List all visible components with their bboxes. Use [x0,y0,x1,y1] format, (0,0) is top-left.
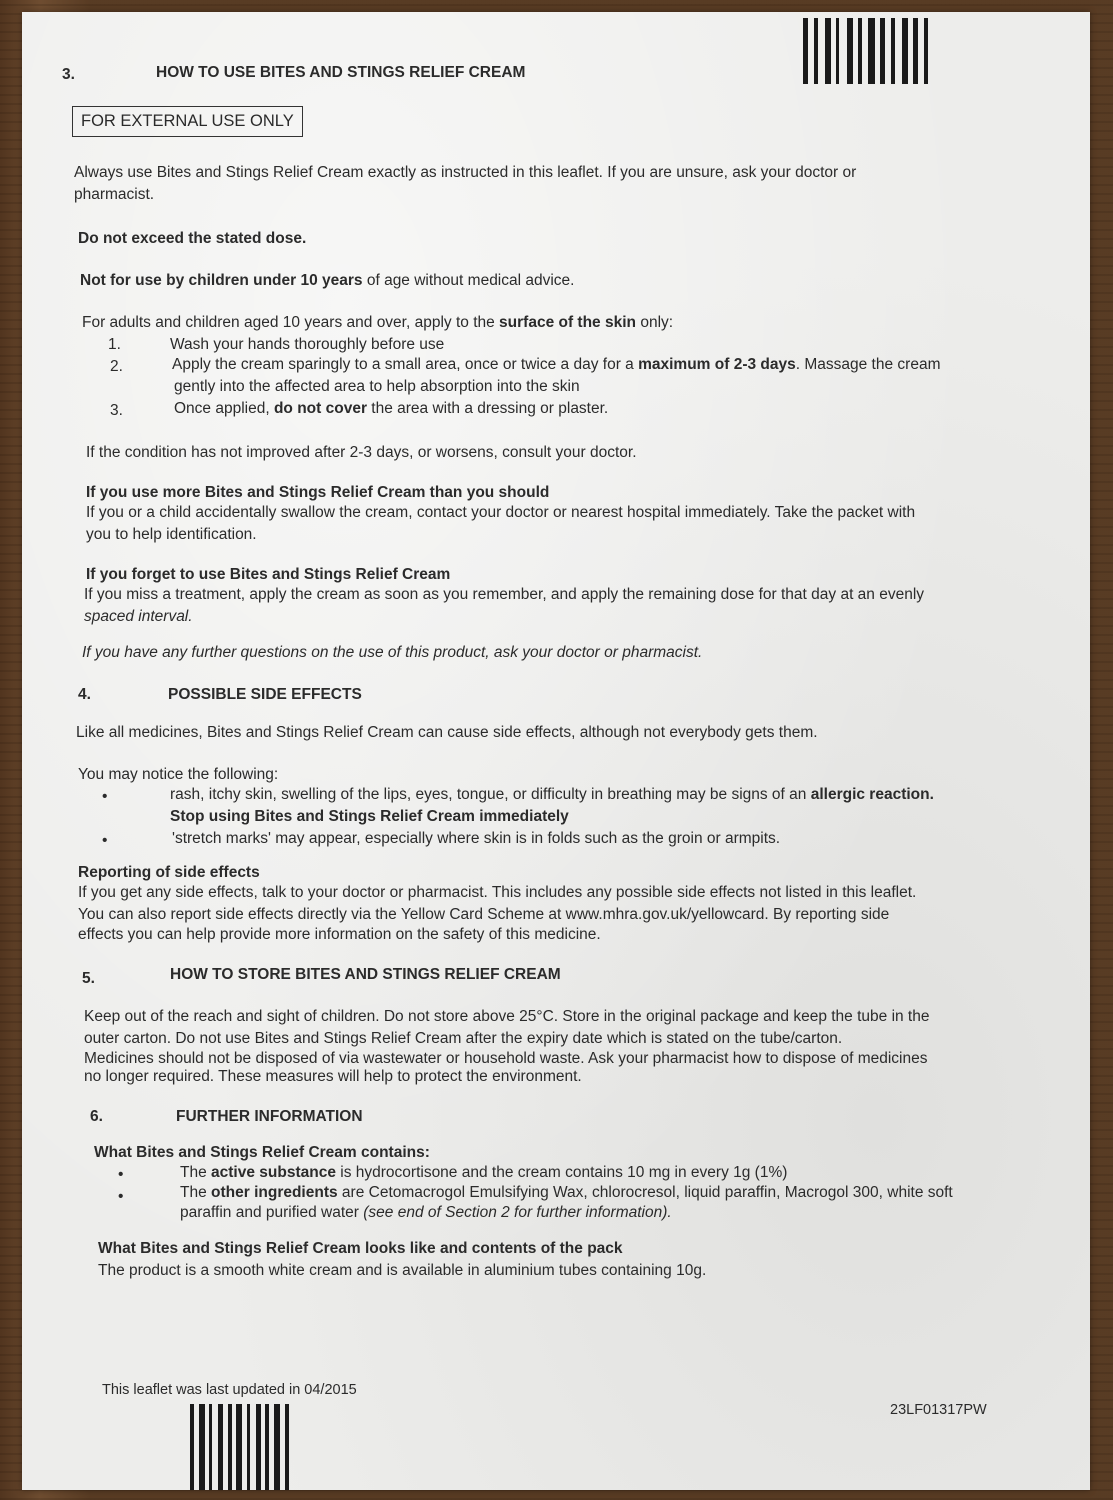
condition-advice: If the condition has not improved after 2-3 days, or worsens, consult your doctor. [86,444,637,461]
barcode-gap [895,18,902,84]
dose-warning: Do not exceed the stated dose. [78,230,307,247]
barcode-gap [839,18,847,84]
section-6-title: FURTHER INFORMATION [176,1108,363,1125]
step-3-text: Once applied, do not cover the area with a dressing or plaster. [174,400,609,417]
adults-instruction: For adults and children aged 10 years and over, apply to the surface of the skin only: [82,314,674,331]
other-ingredients-line-cont: paraffin and purified water (see end of Section 2 for further information). [180,1204,672,1221]
barcode-gap [289,1404,295,1490]
appearance-heading: What Bites and Stings Relief Cream looks like and contents of the pack [98,1240,623,1257]
children-warning: Not for use by children under 10 years of age without medical advice. [80,272,575,289]
allergy-line: rash, itchy skin, swelling of the lips, eyes, tongue, or difficulty in breathing may be signs of an allergic reaction. [170,786,934,803]
step-2-number: 2. [110,358,123,375]
barcode-bar [868,18,875,84]
missed-dose-line-1: If you miss a treatment, apply the cream as soon as you remember, and apply the remaining dose for that day at an evenly [84,586,925,603]
section-5-title: HOW TO STORE BITES AND STINGS RELIEF CREAM [170,966,561,983]
section-3-number: 3. [62,66,75,83]
step-1-number: 1. [108,336,121,353]
reporting-heading: Reporting of side effects [78,864,260,881]
leaflet-page [22,12,1090,1490]
storage-line-3: Medicines should not be disposed of via wastewater or household waste. Ask your pharmacist how to dispose of medicines [84,1050,928,1067]
storage-line-4: no longer required. These measures will help to protect the environment. [84,1068,582,1085]
reporting-line-2: You can also report side effects directly via the Yellow Card Scheme at www.mhra.gov.uk/yellowcard. By reporting side [78,906,890,923]
section-3-title: HOW TO USE BITES AND STINGS RELIEF CREAM [156,64,526,81]
reporting-line-3: effects you can help provide more information on the safety of this medicine. [78,926,601,943]
missed-dose-heading: If you forget to use Bites and Stings Relief Cream [86,566,451,583]
other-ingredients-line: The other ingredients are Cetomacrogol Emulsifying Wax, chlorocresol, liquid paraffin, Macrogol 300, white soft [180,1184,953,1201]
appearance-line: The product is a smooth white cream and is available in aluminium tubes containing 10g. [98,1262,707,1279]
bullet-2: • [102,832,108,849]
stretch-marks-line: 'stretch marks' may appear, especially where skin is in folds such as the groin or armpits. [172,830,781,847]
external-use-label: FOR EXTERNAL USE ONLY [81,112,294,130]
side-effects-intro: Like all medicines, Bites and Stings Relief Cream can cause side effects, although not everybody gets them. [76,724,818,741]
section-4-number: 4. [78,686,91,703]
instruction-line-1: Always use Bites and Stings Relief Cream exactly as instructed in this leaflet. If you are unsure, ask your doctor or [74,164,857,181]
ingredient-bullet-2: • [118,1188,124,1205]
leaflet-code: 23LF01317PW [890,1402,987,1418]
storage-line-2: outer carton. Do not use Bites and Stings Relief Cream after the expiry date which is stated on the tube/carton. [84,1030,843,1047]
section-4-title: POSSIBLE SIDE EFFECTS [168,686,362,703]
barcode-gap [818,18,825,84]
storage-line-1: Keep out of the reach and sight of children. Do not store above 25°C. Store in the original package and keep the tube in the [84,1008,930,1025]
notice-intro: You may notice the following: [78,766,279,783]
bullet-1: • [102,788,108,805]
barcode-gap [928,18,933,84]
active-substance-line: The active substance is hydrocortisone and the cream contains 10 mg in every 1g (1%) [180,1164,788,1181]
step-2-text-cont: gently into the affected area to help absorption into the skin [174,378,580,395]
step-2-text: Apply the cream sparingly to a small area, once or twice a day for a maximum of 2-3 days. Massage the cream [172,356,941,373]
barcode-top [803,18,953,84]
instruction-line-2: pharmacist. [74,186,155,203]
external-use-box [72,106,303,137]
reporting-line-1: If you get any side effects, talk to your doctor or pharmacist. This includes any possible side effects not listed in this leaflet. [78,884,917,901]
overdose-heading: If you use more Bites and Stings Relief Cream than you should [86,484,550,501]
step-3-number: 3. [110,402,123,419]
section-6-number: 6. [90,1108,103,1125]
barcode-bottom [190,1404,330,1490]
section-5-number: 5. [82,970,95,987]
last-updated: This leaflet was last updated in 04/2015 [102,1382,357,1398]
contains-heading: What Bites and Stings Relief Cream contains: [94,1144,430,1161]
stop-using-warning: Stop using Bites and Stings Relief Cream immediately [170,808,569,825]
overdose-line-1: If you or a child accidentally swallow the cream, contact your doctor or nearest hospital immediately. Take the packet with [86,504,916,521]
ingredient-bullet-1: • [118,1166,124,1183]
further-questions: If you have any further questions on the use of this product, ask your doctor or pharmacist. [82,644,703,661]
overdose-line-2: you to help identification. [86,526,257,543]
step-1-text: Wash your hands thoroughly before use [170,336,445,353]
missed-dose-line-2: spaced interval. [84,608,193,625]
